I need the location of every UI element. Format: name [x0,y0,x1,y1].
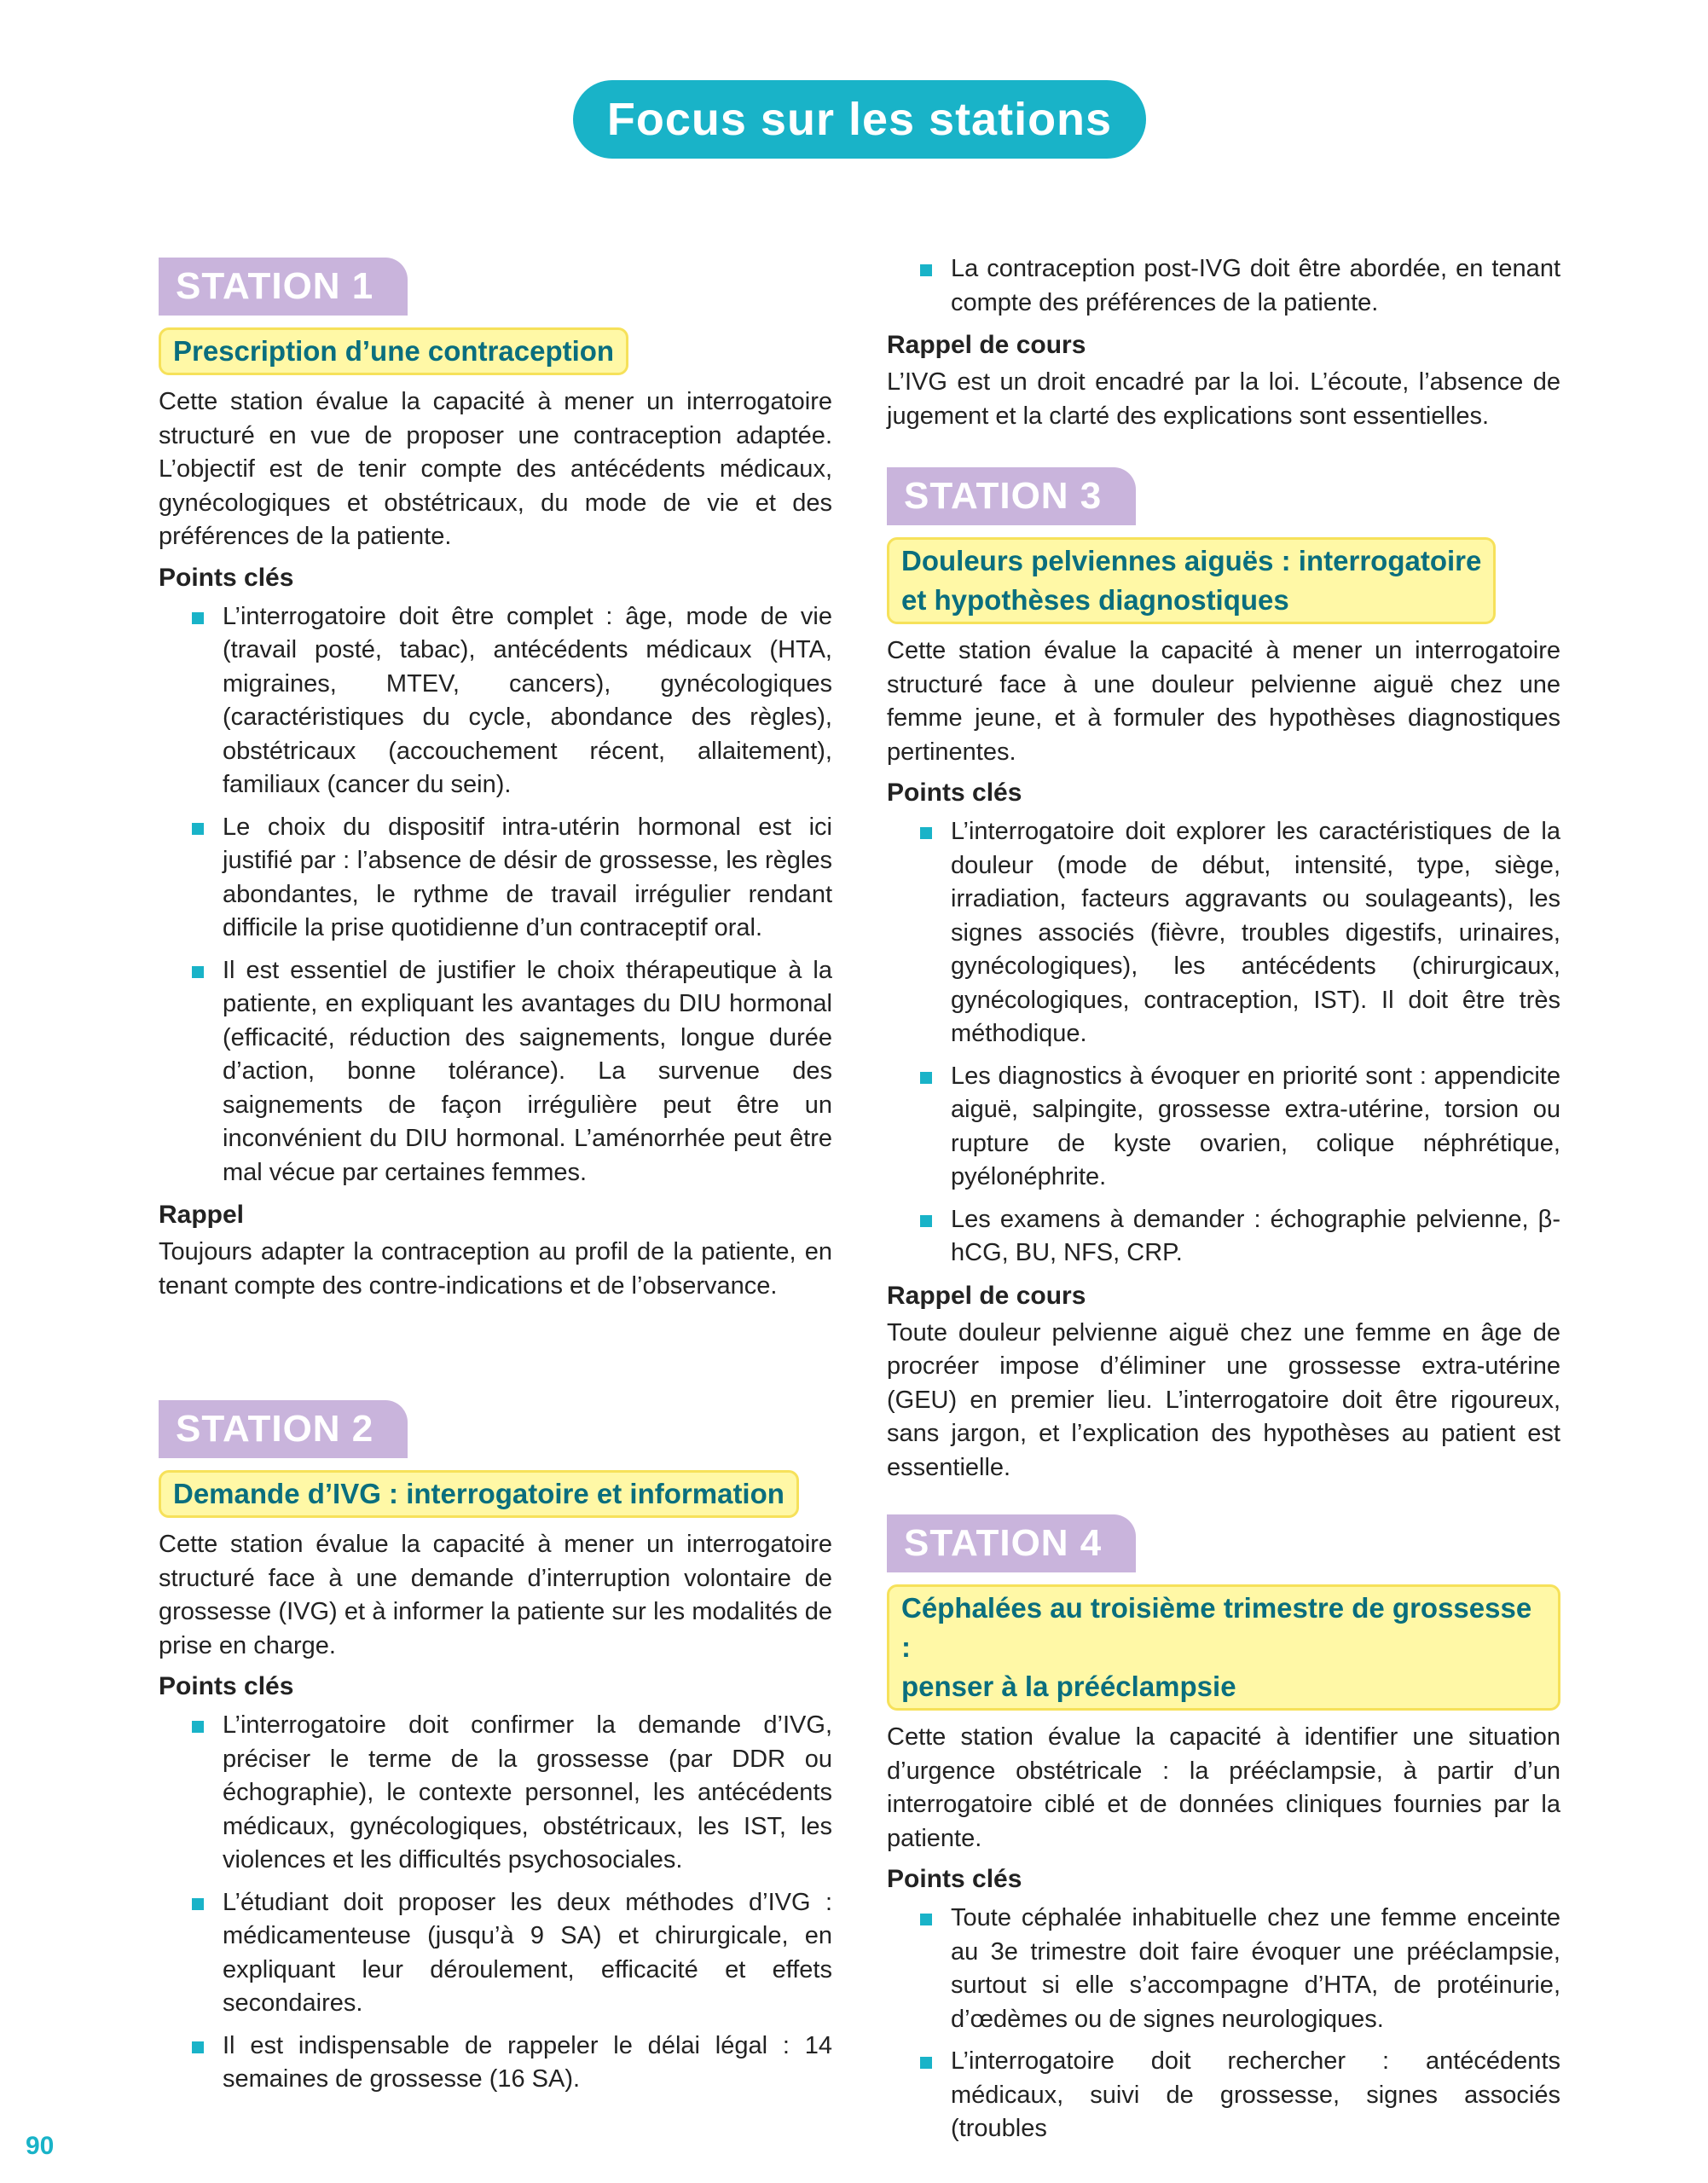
station-2 [159,1400,832,2105]
station-3-points-heading: Points clés [887,779,1022,807]
list-item: L’interrogatoire doit confirmer la demande d’IVG, préciser le terme de la grossesse (par DDR ou échographie), le contexte personnel, les antécédents médicaux, gynécologiques, obstétricaux, les IST, les violences et les difficultés psychosociales. [223,1709,832,1878]
station-4 [887,1514,1560,2155]
list-item: Toute céphalée inhabituelle chez une femme enceinte au 3e trimestre doit faire évoquer une prééclampsie, surtout si elle s’accompagne d’HTA, de protéinurie, d’œdèmes ou de signes neurologiques. [951,1902,1560,2036]
station-4-points-heading: Points clés [887,1865,1022,1893]
station-3-intro: Cette station évalue la capacité à mener un interrogatoire structuré face à une douleur pelvienne aiguë chez une femme jeune, et à formuler des hypothèses diagnostiques pertinentes. [887,637,1560,766]
station-1-intro: Cette station évalue la capacité à mener un interrogatoire structuré en vue de proposer une contraception adaptée. L’objectif est de tenir compte des antécédents médicaux, gynécologiques et obstétricaux, du mode de vie et des préférences de la patiente. [159,388,832,550]
station-2-continued [887,252,1560,433]
list-item: Il est essentiel de justifier le choix thérapeutique à la patiente, en expliquant les avantages du DIU hormonal (efficacité, réduction des saignements, longue durée d’action, bonne tolérance). La survenue des saignements de façon irrégulière peut être un inconvénient du DIU hormonal. L’aménorrhée peut être mal vécue par certaines femmes. [223,954,832,1190]
station-4-subtitle-line-2: penser à la prééclampsie [901,1671,1236,1702]
station-3-label: STATION 3 [887,467,1136,525]
list-item: La contraception post-IVG doit être abordée, en tenant compte des préférences de la patiente. [951,252,1560,320]
page-number: 90 [26,2132,55,2160]
list-item: Les examens à demander : échographie pelvienne, β-hCG, BU, NFS, CRP. [951,1203,1560,1271]
station-4-intro: Cette station évalue la capacité à identifier une situation d’urgence obstétricale : la prééclampsie, à partir d’un interrogatoire ciblé et de données cliniques fournies par la patiente. [887,1723,1560,1852]
station-3-points [887,815,1560,1271]
station-4-subtitle-line-1: Céphalées au troisième trimestre de grossesse : [901,1592,1532,1663]
list-item: L’interrogatoire doit rechercher : antécédents médicaux, suivi de grossesse, signes associés (troubles [951,2045,1560,2146]
station-3-subtitle-line-1: Douleurs pelviennes aiguës : interrogatoire [901,545,1482,576]
list-item: Le choix du dispositif intra-utérin hormonal est ici justifié par : l’absence de désir de grossesse, les règles abondantes, le rythme de travail irrégulier rendant difficile la prise quotidienne d’un contraceptif oral. [223,811,832,946]
station-1-subtitle: Prescription d’une contraception [159,327,628,375]
station-1-recall-heading: Rappel [159,1201,245,1229]
list-item: L’interrogatoire doit explorer les caractéristiques de la douleur (mode de début, intensité, type, siège, irradiation, facteurs aggravants ou soulageants), les signes associés (fièvre, troubles digestifs, urinaires, gynécologiques), les antécédents (chirurgicaux, gynécologiques, contraception, IST). Il doit être très méthodique. [951,815,1560,1051]
station-2-label: STATION 2 [159,1400,408,1458]
station-2-points-heading: Points clés [159,1672,294,1700]
station-2-subtitle: Demande d’IVG : interrogatoire et information [159,1470,799,1518]
station-2-points-continued [887,252,1560,320]
station-2-recall-heading: Rappel de cours [887,331,1086,359]
station-3-subtitle-line-2: et hypothèses diagnostiques [901,584,1289,616]
station-1 [159,258,832,1303]
station-3-recall: Toute douleur pelvienne aiguë chez une femme en âge de procréer impose d’éliminer une grossesse extra-utérine (GEU) en premier lieu. L’interrogatoire doit être rigoureux, sans jargon, et l’explication des hypothèses au patient est essentielle. [887,1318,1560,1481]
station-3-subtitle [887,537,1496,624]
station-4-subtitle [887,1584,1560,1711]
station-3 [887,467,1560,1485]
list-item: Il est indispensable de rappeler le délai légal : 14 semaines de grossesse (16 SA). [223,2030,832,2097]
station-3-recall-heading: Rappel de cours [887,1281,1086,1310]
station-1-points [159,600,832,1190]
station-1-recall: Toujours adapter la contraception au profil de la patiente, en tenant compte des contre-indications et de l’observance. [159,1238,832,1300]
station-2-points [159,1709,832,2097]
station-2-recall: L’IVG est un droit encadré par la loi. L’écoute, l’absence de jugement et la clarté des explications sont essentielles. [887,368,1560,430]
station-4-label: STATION 4 [887,1514,1136,1572]
station-2-intro: Cette station évalue la capacité à mener un interrogatoire structuré face à une demande d’interruption volontaire de grossesse (IVG) et à informer la patiente sur les modalités de prise en charge. [159,1531,832,1659]
list-item: L’interrogatoire doit être complet : âge, mode de vie (travail posté, tabac), antécédents médicaux (HTA, migraines, MTEV, cancers), gynécologiques (caractéristiques du cycle, abondance des règles), obstétricaux (accouchement récent, allaitement), familiaux (cancer du sein). [223,600,832,802]
station-1-points-heading: Points clés [159,563,294,592]
station-4-points [887,1902,1560,2146]
page-title: Focus sur les stations [573,80,1146,159]
station-1-label: STATION 1 [159,258,408,316]
list-item: L’étudiant doit proposer les deux méthodes d’IVG : médicamenteuse (jusqu’à 9 SA) et chirurgicale, en expliquant leur déroulement, efficacité et effets secondaires. [223,1886,832,2021]
list-item: Les diagnostics à évoquer en priorité sont : appendicite aiguë, salpingite, grossesse extra-utérine, torsion ou rupture de kyste ovarien, colique néphrétique, pyélonéphrite. [951,1060,1560,1195]
